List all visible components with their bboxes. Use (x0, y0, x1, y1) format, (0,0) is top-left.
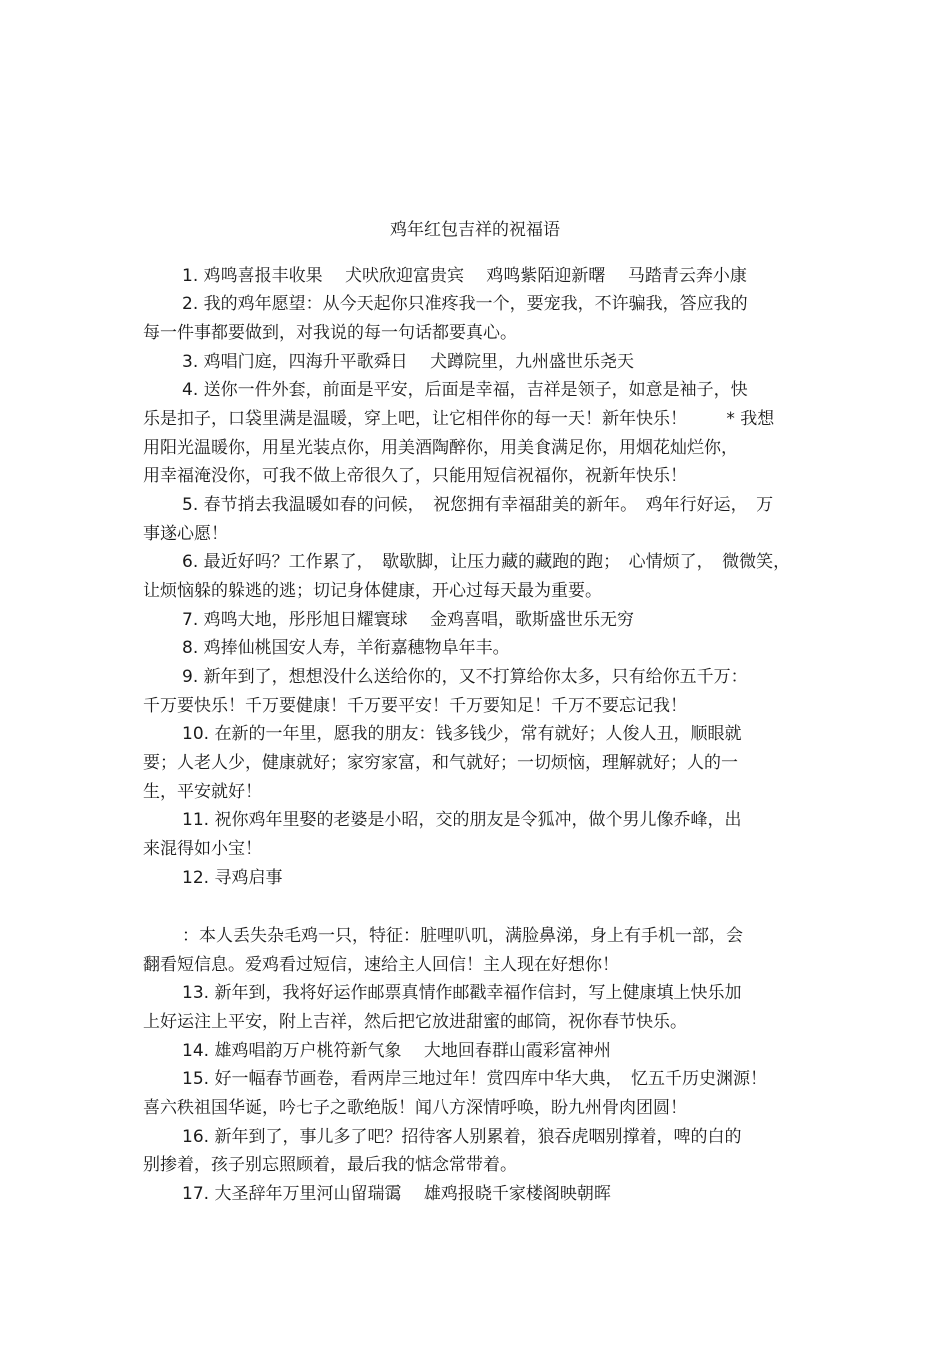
wish-1: 1. 鸡鸣喜报丰收果 犬吠欣迎富贵宾 鸡鸣紫陌迎新曙 马踏青云奔小康 (182, 266, 747, 286)
wish-5: 5. 春节捎去我温暖如春的问候， 祝您拥有幸福甜美的新年。 鸡年行好运， 万 (182, 495, 774, 515)
wish-10: 10. 在新的一年里，愿我的朋友：钱多钱少，常有就好；人俊人丑，顺眼就 (182, 724, 742, 744)
wish-3: 3. 鸡唱门庭，四海升平歌舜日 犬蹲院里，九州盛世乐尧天 (182, 352, 635, 372)
wish-2-cont: 每一件事都要做到，对我说的每一句话都要真心。 (143, 323, 517, 343)
wish-13: 13. 新年到，我将好运作邮票真情作邮戳幸福作信封，写上健康填上快乐加 (182, 983, 742, 1003)
wish-4: 4. 送你一件外套，前面是平安，后面是幸福，吉祥是领子，如意是袖子，快 (182, 380, 748, 400)
wish-4-cont-2: 用阳光温暖你，用星光装点你，用美酒陶醉你，用美食满足你，用烟花灿烂你， (143, 438, 738, 458)
wish-6-cont: 让烦恼躲的躲逃的逃；切记身体健康，开心过每天最为重要。 (143, 581, 602, 601)
wish-12-body: ：本人丢失杂毛鸡一只，特征：脏哩叭叽，满脸鼻涕，身上有手机一部，会 (182, 926, 743, 946)
wish-12-cont: 翻看短信息。爱鸡看过短信，速给主人回信！主人现在好想你！ (143, 955, 619, 975)
wish-15: 15. 好一幅春节画卷，看两岸三地过年！赏四库中华大典， 忆五千历史渊源！ (182, 1069, 767, 1089)
wish-10-cont-2: 生，平安就好！ (143, 782, 262, 802)
wish-7: 7. 鸡鸣大地，彤彤旭日耀寰球 金鸡喜唱，歌斯盛世乐无穷 (182, 610, 635, 630)
wish-9-cont: 千万要快乐！千万要健康！千万要平安！千万要知足！千万不要忘记我！ (143, 696, 687, 716)
document-title: 鸡年红包吉祥的祝福语 (390, 220, 560, 240)
wish-2: 2. 我的鸡年愿望：从今天起你只准疼我一个，要宠我，不许骗我，答应我的 (182, 294, 748, 314)
wish-11-cont: 来混得如小宝！ (143, 839, 262, 859)
wish-13-cont: 上好运注上平安，附上吉祥，然后把它放进甜蜜的邮筒，祝你春节快乐。 (143, 1012, 687, 1032)
wish-11: 11. 祝你鸡年里娶的老婆是小昭，交的朋友是令狐冲，做个男儿像乔峰，出 (182, 810, 742, 830)
wish-5-cont: 事遂心愿！ (143, 524, 228, 544)
wish-12: 12. 寻鸡启事 (182, 868, 283, 888)
wish-4-cont-1: 乐是扣子，口袋里满是温暖，穿上吧，让它相伴你的每一天！新年快乐！ * 我想 (143, 409, 775, 429)
wish-14: 14. 雄鸡唱韵万户桃符新气象 大地回春群山霞彩富神州 (182, 1041, 611, 1061)
wish-16: 16. 新年到了，事儿多了吧？招待客人别累着，狼吞虎咽别撑着，啤的白的 (182, 1127, 742, 1147)
wish-16-cont: 别掺着，孩子别忘照顾着，最后我的惦念常带着。 (143, 1155, 517, 1175)
wish-4-cont-3: 用幸福淹没你，可我不做上帝很久了，只能用短信祝福你，祝新年快乐！ (143, 466, 687, 486)
wish-15-cont: 喜六秩祖国华诞，吟七子之歌绝版！闻八方深情呼唤，盼九州骨肉团圆！ (143, 1098, 687, 1118)
wish-6: 6. 最近好吗？工作累了， 歇歇脚，让压力藏的藏跑的跑； 心情烦了， 微微笑， (182, 552, 791, 572)
wish-9: 9. 新年到了，想想没什么送给你的，又不打算给你太多，只有给你五千万： (182, 667, 748, 687)
wish-10-cont-1: 要；人老人少，健康就好；家穷家富，和气就好；一切烦恼，理解就好；人的一 (143, 753, 738, 773)
wish-17: 17. 大圣辞年万里河山留瑞霭 雄鸡报晓千家楼阁映朝晖 (182, 1184, 611, 1204)
wish-8: 8. 鸡捧仙桃国安人寿，羊衔嘉穗物阜年丰。 (182, 638, 510, 658)
